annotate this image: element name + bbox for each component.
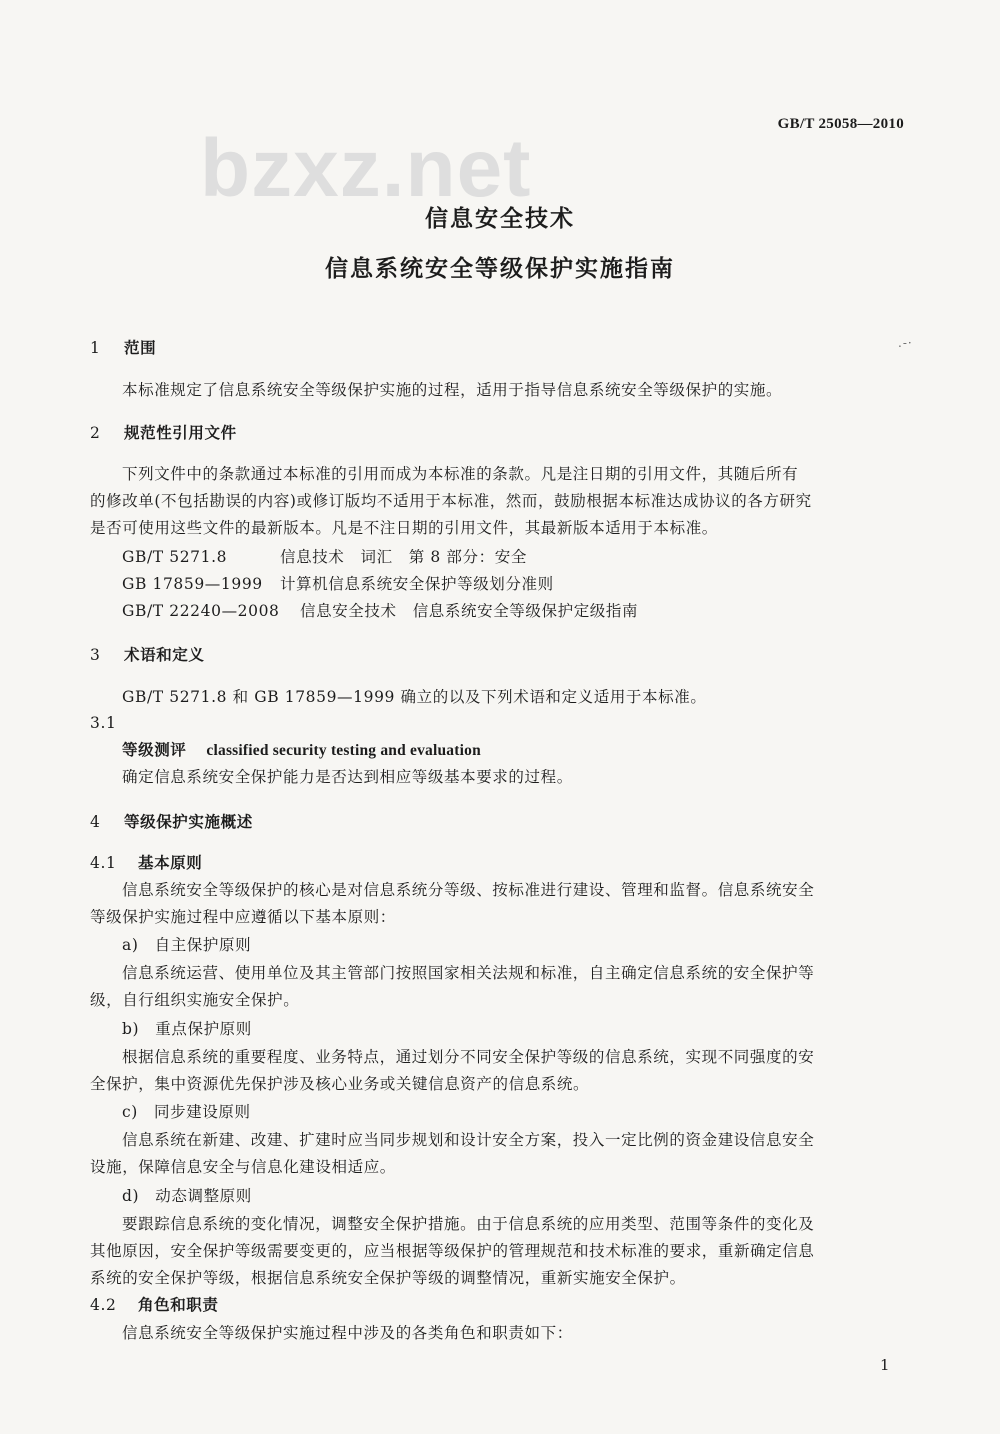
section-number: 2 — [90, 424, 101, 442]
principle-label: a) 自主保护原则 — [122, 936, 252, 954]
section-title: 范围 — [124, 339, 157, 357]
paragraph-line: 信息系统安全等级保护实施过程中涉及的各类角色和职责如下： — [122, 1324, 573, 1342]
paragraph-line: 信息系统运营、使用单位及其主管部门按照国家相关法规和标准，自主确定信息系统的安全保护等 — [122, 964, 815, 982]
paragraph-line: 其他原因，安全保护等级需要变更的，应当根据等级保护的管理规范和技术标准的要求，重新确定信息 — [90, 1242, 815, 1260]
normative-reference — [122, 577, 554, 593]
document-title-line1: 信息安全技术 — [425, 206, 575, 232]
section-3-paragraph: GB/T 5271.8 和 GB 17859—1999 确立的以及下列术语和定义适用于本标准。 — [122, 688, 707, 706]
section-3-heading — [90, 648, 205, 664]
standard-number: GB/T 25058—2010 — [777, 116, 904, 132]
page-number: 1 — [880, 1356, 890, 1374]
term-english: classified security testing and evaluation — [206, 742, 481, 759]
paragraph-line: 系统的安全保护等级，根据信息系统安全保护等级的调整情况，重新实施安全保护。 — [90, 1269, 686, 1287]
subsection-title: 基本原则 — [138, 854, 203, 872]
section-number: 3 — [90, 646, 101, 664]
reference-title: 信息安全技术 信息系统安全等级保护定级指南 — [300, 602, 639, 620]
term-entry — [122, 743, 481, 759]
normative-reference — [122, 550, 527, 566]
document-title-line2: 信息系统安全等级保护实施指南 — [325, 256, 675, 282]
subsection-number: 4.1 — [90, 854, 117, 872]
subsection-title: 角色和职责 — [138, 1296, 219, 1314]
paragraph-line: 根据信息系统的重要程度、业务特点，通过划分不同安全保护等级的信息系统，实现不同强度的安 — [122, 1048, 815, 1066]
scan-mark: .-· — [898, 336, 913, 350]
subsection-4-2-heading — [90, 1298, 219, 1314]
section-2-paragraph-line: 是否可使用这些文件的最新版本。凡是不注日期的引用文件，其最新版本适用于本标准。 — [90, 519, 718, 537]
section-4-heading — [90, 815, 253, 831]
paragraph-line: 级，自行组织实施安全保护。 — [90, 991, 300, 1009]
section-title: 等级保护实施概述 — [124, 813, 253, 831]
section-number: 4 — [90, 813, 101, 831]
section-1-heading — [90, 341, 156, 357]
subsection-3-1-number: 3.1 — [90, 714, 117, 732]
reference-code: GB/T 22240—2008 — [122, 602, 280, 620]
section-2-paragraph-line: 下列文件中的条款通过本标准的引用而成为本标准的条款。凡是注日期的引用文件，其随后所有 — [122, 465, 799, 483]
subsection-number: 4.2 — [90, 1296, 117, 1314]
subsection-4-1-heading — [90, 856, 202, 872]
principle-label: b) 重点保护原则 — [122, 1020, 252, 1038]
paragraph-line: 设施，保障信息安全与信息化建设相适应。 — [90, 1158, 396, 1176]
principle-label: d) 动态调整原则 — [122, 1187, 252, 1205]
section-1-paragraph: 本标准规定了信息系统安全等级保护实施的过程，适用于指导信息系统安全等级保护的实施。 — [122, 381, 783, 399]
term-definition: 确定信息系统安全保护能力是否达到相应等级基本要求的过程。 — [122, 768, 573, 786]
principle-label: c) 同步建设原则 — [122, 1103, 251, 1121]
reference-code: GB/T 5271.8 — [122, 548, 228, 566]
paragraph-line: 信息系统安全等级保护的核心是对信息系统分等级、按标准进行建设、管理和监督。信息系统安全 — [122, 881, 815, 899]
paragraph-line: 要跟踪信息系统的变化情况，调整安全保护措施。由于信息系统的应用类型、范围等条件的变化及 — [122, 1215, 815, 1233]
reference-title: 计算机信息系统安全保护等级划分准则 — [280, 575, 554, 593]
watermark: bzxz.net — [200, 123, 532, 214]
section-number: 1 — [90, 339, 101, 357]
section-title: 术语和定义 — [124, 646, 205, 664]
reference-code: GB 17859—1999 — [122, 575, 263, 593]
paragraph-line: 全保护，集中资源优先保护涉及核心业务或关键信息资产的信息系统。 — [90, 1075, 590, 1093]
section-title: 规范性引用文件 — [124, 424, 237, 442]
section-2-heading — [90, 426, 237, 442]
reference-title: 信息技术 词汇 第 8 部分：安全 — [280, 548, 527, 566]
paragraph-line: 等级保护实施过程中应遵循以下基本原则： — [90, 908, 396, 926]
paragraph-line: 信息系统在新建、改建、扩建时应当同步规划和设计安全方案，投入一定比例的资金建设信息安全 — [122, 1131, 815, 1149]
normative-reference — [122, 604, 638, 620]
term-chinese: 等级测评 — [122, 741, 187, 759]
section-2-paragraph-line: 的修改单(不包括勘误的内容)或修订版均不适用于本标准，然而，鼓励根据本标准达成协议的各方研究 — [90, 492, 812, 510]
